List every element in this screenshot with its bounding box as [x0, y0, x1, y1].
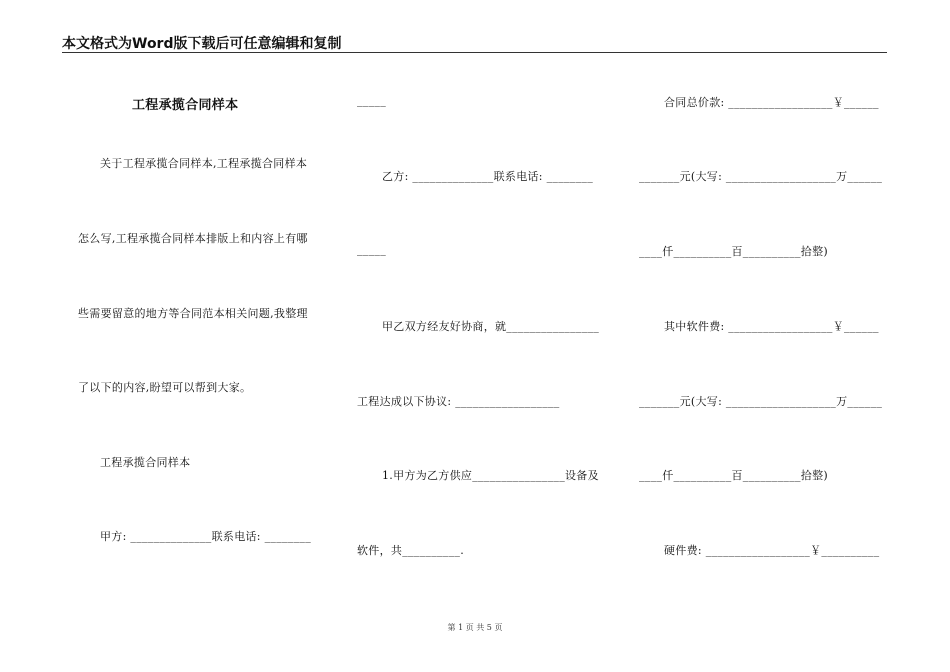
- column-1-line-4: 些需要留意的地方等合同范本相关问题,我整理: [78, 307, 308, 320]
- column-3-line-2: _______元(大写: ___________________万______: [639, 170, 883, 183]
- column-1-line-5: 了以下的内容,盼望可以帮到大家。: [78, 381, 252, 394]
- column-1-line-7: 甲方: ______________联系电话: ________: [100, 530, 312, 543]
- document-header-title: 本文格式为Word版下载后可任意编辑和复制: [62, 36, 342, 52]
- column-2-line-4: 甲乙双方经友好协商，就________________: [382, 320, 600, 333]
- column-2-line-1: _____: [357, 94, 386, 107]
- column-1-line-3: 怎么写,工程承揽合同样本排版上和内容上有哪: [78, 232, 308, 245]
- header-divider: [62, 52, 887, 53]
- page-number-footer: 第 1 页 共 5 页: [447, 623, 503, 632]
- column-2-line-7: 软件，共__________.: [357, 544, 464, 557]
- column-1-heading: 工程承揽合同样本: [132, 98, 239, 113]
- column-3-line-1: 合同总价款: __________________￥______: [664, 96, 879, 109]
- column-2-line-6: 1.甲方为乙方供应________________设备及: [382, 469, 599, 482]
- column-3-line-4: 其中软件费: __________________￥______: [664, 320, 879, 333]
- column-3-line-5: _______元(大写: ___________________万______: [639, 395, 883, 408]
- column-3-line-3: ____仟__________百__________拾整): [639, 245, 828, 258]
- column-2-line-3: _____: [357, 243, 386, 256]
- column-3-line-6: ____仟__________百__________拾整): [639, 469, 828, 482]
- column-3-line-7: 硬件费: __________________￥__________: [664, 544, 880, 557]
- column-1-line-2: 关于工程承揽合同样本,工程承揽合同样本: [100, 157, 308, 170]
- column-1-line-6: 工程承揽合同样本: [100, 456, 191, 469]
- column-2-line-5: 工程达成以下协议: __________________: [357, 395, 560, 408]
- column-2-line-2: 乙方: ______________联系电话: ________: [382, 170, 594, 183]
